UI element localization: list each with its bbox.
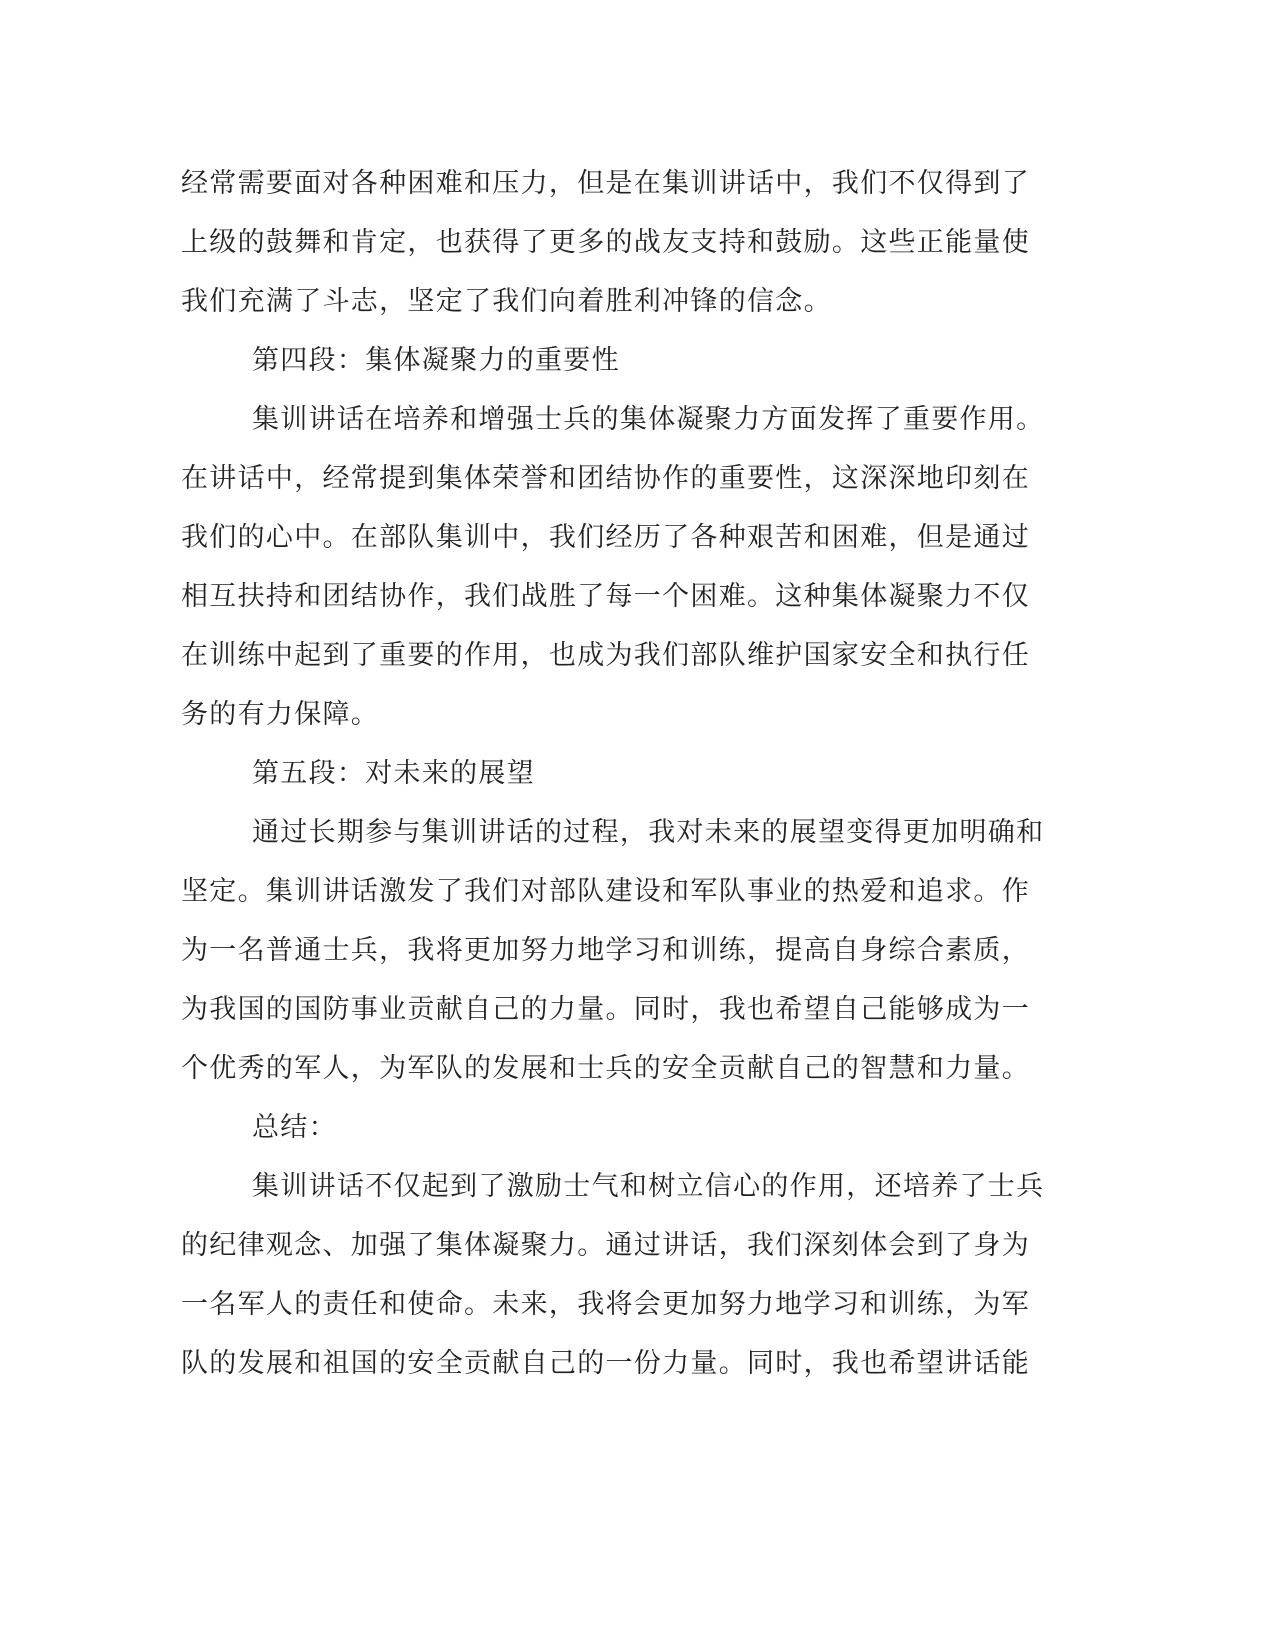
- text-line: 我们的心中。在部队集训中，我们经历了各种艰苦和困难，但是通过: [181, 522, 1030, 553]
- text-line: 为一名普通士兵，我将更加努力地学习和训练，提高自身综合素质，: [181, 935, 1030, 966]
- section-heading-5: 第五段：对未来的展望: [252, 758, 535, 789]
- text-line: 通过长期参与集训讲话的过程，我对未来的展望变得更加明确和: [252, 817, 1045, 848]
- document-body: [181, 154, 1045, 1393]
- text-line: 队的发展和祖国的安全贡献自己的一份力量。同时，我也希望讲话能: [181, 1348, 1030, 1379]
- text-line: 的纪律观念、加强了集体凝聚力。通过讲话，我们深刻体会到了身为: [181, 1230, 1030, 1261]
- text-line: 在讲话中，经常提到集体荣誉和团结协作的重要性，这深深地印刻在: [181, 463, 1030, 494]
- text-line: 坚定。集训讲话激发了我们对部队建设和军队事业的热爱和追求。作: [181, 876, 1030, 907]
- text-line: 在训练中起到了重要的作用，也成为我们部队维护国家安全和执行任: [181, 640, 1030, 671]
- section-heading-4: 第四段：集体凝聚力的重要性: [252, 345, 620, 376]
- text-line: 集训讲话在培养和增强士兵的集体凝聚力方面发挥了重要作用。: [252, 404, 1045, 435]
- section-heading-summary: 总结：: [252, 1112, 337, 1143]
- text-line: 上级的鼓舞和肯定，也获得了更多的战友支持和鼓励。这些正能量使: [181, 227, 1030, 258]
- text-line: 务的有力保障。: [181, 699, 380, 730]
- text-line: 经常需要面对各种困难和压力，但是在集训讲话中，我们不仅得到了: [181, 168, 1030, 199]
- text-line: 为我国的国防事业贡献自己的力量。同时，我也希望自己能够成为一: [181, 994, 1030, 1025]
- text-line: 一名军人的责任和使命。未来，我将会更加努力地学习和训练，为军: [181, 1289, 1030, 1320]
- text-line: 我们充满了斗志，坚定了我们向着胜利冲锋的信念。: [181, 286, 832, 317]
- text-line: 集训讲话不仅起到了激励士气和树立信心的作用，还培养了士兵: [252, 1171, 1045, 1202]
- text-line: 相互扶持和团结协作，我们战胜了每一个困难。这种集体凝聚力不仅: [181, 581, 1030, 612]
- text-line: 个优秀的军人，为军队的发展和士兵的安全贡献自己的智慧和力量。: [181, 1053, 1030, 1084]
